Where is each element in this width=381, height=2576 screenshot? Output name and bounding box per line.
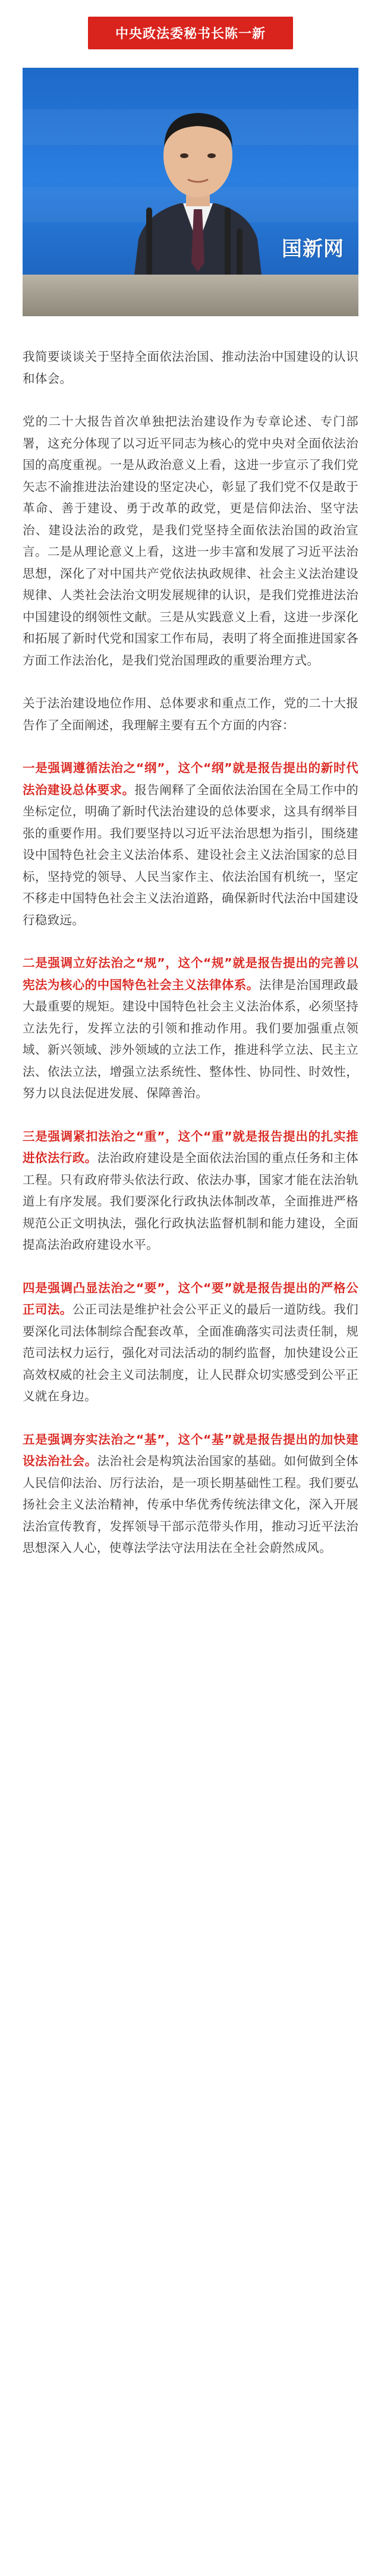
paragraph-highlight: 一是强调遵循法治之“纲”，这个“纲”就是报告提出的新时代法治建设总体要求。 [23, 761, 358, 797]
article-paragraph [23, 952, 358, 1104]
microphone-icon [237, 228, 243, 282]
paragraph-text: 关于法治建设地位作用、总体要求和重点工作，党的二十大报告作了全面阐述，我理解主要有五个方面的内容： [23, 696, 358, 732]
paragraph-text: 公正司法是维护社会公平正义的最后一道防线。我们要深化司法体制综合配套改革，全面准确落实司法责任制，规范司法权力运行，强化对司法活动的制约监督，加快建设公正高效权威的社会主义司法制度，让人民群众切实感受到公平正义就在身边。 [23, 1302, 359, 1403]
paragraph-text: 法治社会是构筑法治国家的基础。如何做到全体人民信仰法治、厉行法治，是一项长期基础性工程。我们要弘扬社会主义法治精神，传承中华优秀传统法律文化，深入开展法治宣传教育，发挥领导干部示范带头作用，推动习近平法治思想深入人心，使尊法学法守法用法在全社会蔚然成风。 [23, 1454, 358, 1555]
article-paragraph [23, 346, 358, 389]
article-paragraph [23, 757, 358, 931]
page-title: 中央政法委秘书长陈一新 [88, 17, 293, 49]
article-paragraph [23, 1277, 358, 1407]
paragraph-text: 我简要谈谈关于坚持全面依法治国、推动法治中国建设的认识和体会。 [23, 349, 358, 386]
photo-watermark: 国新网 [282, 237, 344, 261]
paragraph-highlight: 三是强调紧扣法治之“重”，这个“重”就是报告提出的扎实推进依法行政。 [23, 1129, 358, 1165]
paragraph-text: 法治政府建设是全面依法治国的重点任务和主体工程。只有政府带头依法行政、依法办事，国家才能在法治轨道上有序发展。我们要深化行政执法体制改革，全面推进严格规范公正文明执法，强化行政执法监督机制和能力建设，全面提高法治政府建设水平。 [23, 1151, 358, 1252]
paragraph-text: 报告阐释了全面依法治国在全局工作中的坐标定位，明确了新时代法治建设的总体要求，这具有纲举目张的重要作用。我们要坚持以习近平法治思想为指引，围绕建设中国特色社会主义法治体系、建设社会主义法治国家的总目标，坚持党的领导、人民当家作主、依法治国有机统一，坚定不移走中国特色社会主义法治道路，确保新时代法治中国建设行稳致远。 [23, 782, 358, 927]
paragraph-highlight: 二是强调立好法治之“规”，这个“规”就是报告提出的完善以宪法为核心的中国特色社会主义法律体系。 [23, 956, 358, 992]
paragraph-highlight: 四是强调凸显法治之“要”，这个“要”就是报告提出的严格公正司法。 [23, 1280, 358, 1317]
paragraph-text: 党的二十大报告首次单独把法治建设作为专章论述、专门部署，这充分体现了以习近平同志为核心的党中央对全面依法治国的高度重视。一是从政治意义上看，这进一步宣示了我们党矢志不渝推进法治建设的坚定决心，彰显了我们党不仅是敢于革命、善于建设、勇于改革的政党，更是信仰法治、坚守法治、建设法治的政党，是我们党坚持全面依法治国的政治宣言。二是从理论意义上看，这进一步丰富和发展了习近平法治思想，深化了对中国共产党依法执政规律、社会主义法治建设规律、人类社会法治文明发展规律的认识，是我们党推进法治中国建设的纲领性文献。三是从实践意义上看，这进一步深化和拓展了新时代党和国家工作布局，表明了将全面推进国家各方面工作法治化，是我们党治国理政的重要治理方式。 [23, 414, 358, 667]
podium-desk [23, 275, 358, 316]
microphone-icon [146, 207, 152, 279]
paragraph-text: 法律是治国理政最大最重要的规矩。建设中国特色社会主义法治体系，必须坚持立法先行，发挥立法的引领和推动作用。我们要加强重点领域、新兴领域、涉外领域的立法工作，推进科学立法、民主立法、依法立法，增强立法系统性、整体性、协同性、时效性，努力以良法促进发展、保障善治。 [23, 977, 358, 1100]
paragraph-highlight: 五是强调夯实法治之“基”，这个“基”就是报告提出的加快建设法治社会。 [23, 1432, 358, 1468]
article-paragraph [23, 692, 358, 736]
article-paragraph [23, 411, 358, 671]
article-paragraph [23, 1126, 358, 1256]
title-area [0, 0, 381, 49]
speaker-photo [23, 68, 358, 316]
article-body [0, 346, 381, 1559]
microphone-icon [225, 207, 231, 279]
article-paragraph [23, 1429, 358, 1559]
